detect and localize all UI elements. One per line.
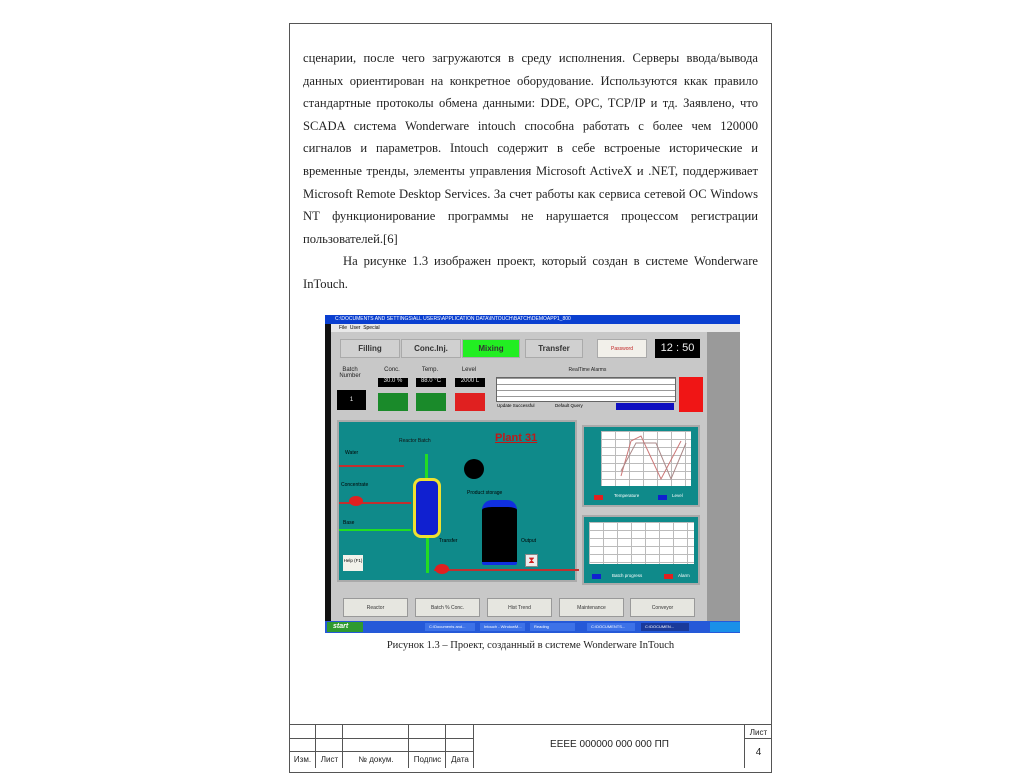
alarms-table [496,377,676,402]
input-concentrate: Concentrate [341,482,369,488]
alarm-status: Update Successful [497,403,535,408]
menu-special[interactable]: Special [363,325,380,331]
title-block [289,724,772,767]
level-status [455,393,485,411]
clock: 12 : 50 [655,339,700,358]
taskbar-item[interactable]: C:\Documents and... [425,623,475,631]
col-signature: Подпис [413,755,442,764]
storage-label: Product storage [467,490,503,496]
trend-panel-2 [582,515,700,585]
conc-label: Conc. [384,367,400,373]
tab-conc-inj[interactable]: Conc.Inj. [401,339,461,358]
alarm-indicator [679,377,703,412]
menu-user[interactable]: User [349,325,361,331]
left-edge [325,324,331,624]
level-value: 2000 L [455,378,485,387]
figure-scada-screenshot [325,315,740,633]
sheet-number: 4 [755,747,762,758]
tab-mixing[interactable]: Mixing [462,339,520,358]
temp-label: Temp. [421,367,439,373]
transfer-pump-icon [435,564,449,574]
start-button[interactable]: start [327,622,363,632]
maintenance-button[interactable]: Maintenance [559,598,624,617]
body-text [303,47,758,296]
trend-chart-1 [601,431,691,486]
help-button[interactable]: Help (F1) [343,555,363,571]
col-date: Дата [451,755,469,764]
legend-alarm-swatch [664,574,673,579]
legend-level: Level [672,493,683,498]
reactor-label: Reactor Batch [399,438,431,444]
alarms-title: RealTime Alarms [568,367,607,373]
legend-batch-swatch [592,574,601,579]
col-izm: Изм. [293,755,312,764]
legend-alarm: Alarm [678,573,690,578]
legend-level-swatch [658,495,667,500]
taskbar-item[interactable]: Intouch - WindowM... [480,623,525,631]
paragraph-2: На рисунке 1.3 изображен проект, который создан в системе Wonderware InTouch. [303,254,758,291]
reactor-feed [425,454,428,479]
storage-tank [482,500,517,565]
col-list: Лист [320,755,339,764]
base-pipe [339,529,411,531]
alarm-progress [616,403,674,410]
hist-trend-button[interactable]: Hist Trend [487,598,552,617]
taskbar-item[interactable]: C:\DOCUMENTS... [587,623,635,631]
plant-title: Plant 31 [495,432,538,444]
menu-bar [325,324,740,332]
taskbar-item[interactable]: C:\DOCUMEN... [641,623,689,631]
batch-value: 1 [337,390,366,410]
trend-lines-1 [601,431,691,486]
input-water: Water [345,450,359,456]
system-tray [710,622,740,632]
trend-chart-2 [589,522,694,564]
pump-icon [349,496,363,506]
conveyor-button[interactable]: Conveyor [630,598,695,617]
input-base: Base [343,520,355,526]
reactor-vessel [413,478,441,538]
legend-temp: Temperature [614,493,640,498]
doc-code: ЕЕЕЕ 000000 000 000 ПП [550,739,669,750]
alarm-query: Default Query [555,403,583,408]
plant-panel [337,420,577,582]
taskbar-item[interactable]: Reading [530,623,575,631]
password-button[interactable]: Password [597,339,647,358]
trend-panel-1 [582,425,700,507]
reactor-button[interactable]: Reactor [343,598,408,617]
tab-transfer[interactable]: Transfer [525,339,583,358]
transfer-label: Transfer [439,538,458,544]
tab-filling[interactable]: Filling [340,339,400,358]
conc-value: 30.0 % [378,378,408,387]
conc-status [378,393,408,411]
output-valve-icon[interactable]: ⧗ [525,554,538,567]
water-pipe [339,465,404,467]
figure-caption: Рисунок 1.3 – Проект, созданный в системе Wonderware InTouch [386,640,675,651]
output-label: Output [521,538,537,544]
batch-conc-button[interactable]: Batch % Conc. [415,598,480,617]
window-title: C:\DOCUMENTS AND SETTINGS\ALL USERS\APPLICATION DATA\INTOUCH\BATCH\DEMOAPP1_800 [325,315,740,324]
col-doc-num: № докум. [358,755,394,764]
transfer-pipe-g [426,538,429,573]
temp-value: 88.0 °C [416,378,446,387]
sheet-label: Лист [749,728,768,737]
menu-file[interactable]: File [339,325,348,331]
legend-batch: Batch progress [612,573,643,578]
legend-temp-swatch [594,495,603,500]
level-label: Level [461,367,477,373]
transfer-pipe [434,569,579,571]
batch-label: Batch Number [339,367,361,379]
right-panel [707,332,740,624]
gauge-dial [464,459,484,479]
temp-status [416,393,446,411]
paragraph-1: сценарии, после чего загружаются в среду исполнения. Серверы ввода/вывода данных ориентирован на конкретное оборудование. Используются ккак правило стандартные протоколы обмена данными: DDE, OPC, TCP/IP и тд. Заявлено, что SCADA система Wonderware intouch способна работать с более чем 120000 сигналов и параметров. Intouch содержит в себе встроеные исторические и временные тренды, элементы управления Microsoft ActiveX и .NET, поддерживает Microsoft Remote Desktop Services. За счет работы как сервиса сетевой ОС Windows NT функционирование программы не нарушается процессом регистрации пользователей.[6] [303,51,758,246]
